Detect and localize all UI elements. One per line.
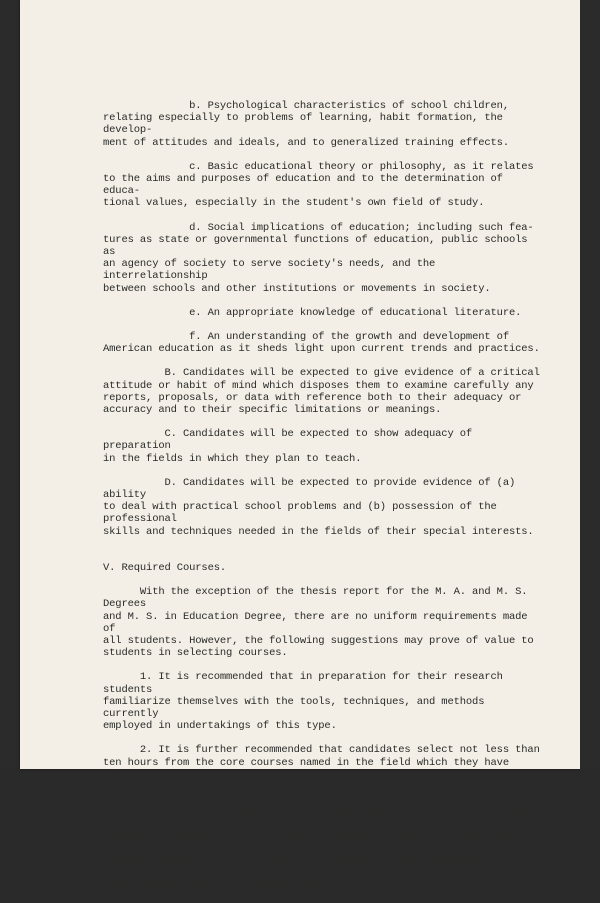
page-body (103, 100, 543, 903)
scan-border-left (0, 0, 20, 769)
paragraph-f: f. An understanding of the growth and development of American education as it sheds light upon current trends and practices. (103, 331, 540, 356)
paragraph-D: D. Candidates will be expected to provide evidence of (a) ability to deal with practical school problems and (b) possession of the professional skills and techniques needed in the fields of their special interests. (103, 476, 534, 538)
recommendation-2: 2. It is further recommended that candidates select not less than ten hours from the core courses named in the field which they have selected, and (103, 744, 540, 793)
paragraph-B: B. Candidates will be expected to give evidence of a critical attitude or habit of mind which disposes them to examine carefully any reports, proposals, or data with reference both to their adequacy or accuracy and to their specific limitations or meanings. (103, 367, 540, 417)
paragraph-e: e. An appropriate knowledge of educational literature. (103, 306, 522, 319)
section-intro: With the exception of the thesis report for the M. A. and M. S. Degrees and M. S. in Education Degree, there are no uniform requirements made of all students. However, the following suggestions may prove of value to students in selecting courses. (103, 586, 534, 660)
paragraph-b: b. Psychological characteristics of school children, relating especially to problems of learning, habit formation, the develop- ment of attitudes and ideals, and to generalized training effects. (103, 100, 509, 149)
paragraph-d: d. Social implications of education; including such fea- tures as state or governmental functions of education, public schools as an agency of society to serve society's needs, and the interrelationship between schools and other institutions or movements in society. (103, 221, 534, 295)
recommendation-3: 3. That they arrange with the departmental adviser to whom they are assigned a complete 30-hour sequence before or soon after they begin their graduate study, to the end that they may be suitably prepared to meet the requirements which are defined above. (103, 805, 528, 891)
section-heading: V. Required Courses. (103, 561, 227, 574)
scan-border-right (580, 0, 600, 769)
paragraph-c: c. Basic educational theory or philosophy, as it relates to the aims and purposes of education and to the determination of educa- tional values, especially in the student's own field of study. (103, 160, 534, 210)
paragraph-C: C. Candidates will be expected to show adequacy of preparation in the fields in which they plan to teach. (103, 428, 473, 465)
recommendation-1: 1. It is recommended that in preparation for their research students familiarize themselves with the tools, techniques, and methods currently employed in undertakings of this type. (103, 671, 503, 733)
